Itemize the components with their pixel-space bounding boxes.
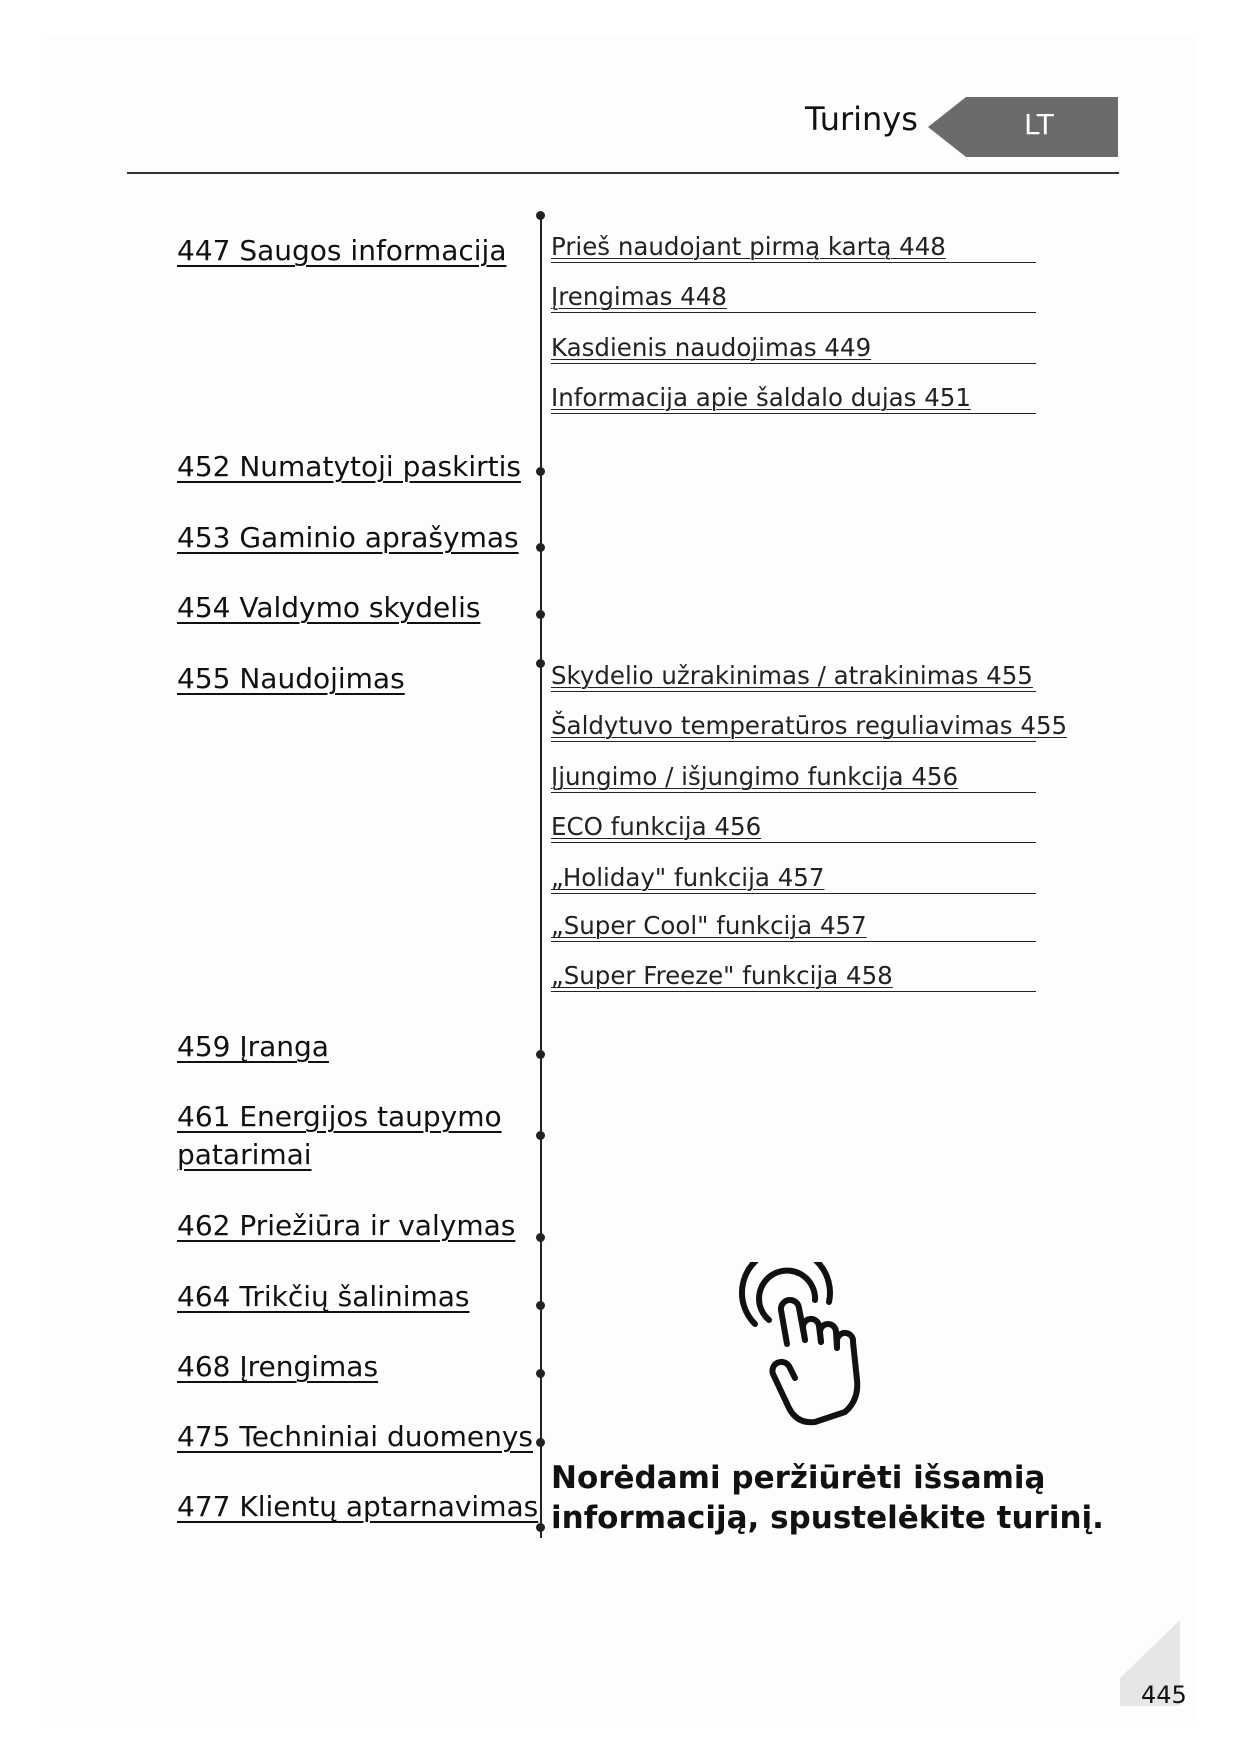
hand-tap-icon [735, 1262, 875, 1427]
timeline-dot [536, 1131, 545, 1140]
timeline-dot [536, 211, 545, 220]
subsection-link[interactable]: Šaldytuvo temperatūros reguliavimas 455 [551, 711, 1068, 740]
subsection-link[interactable]: „Super Freeze" funkcija 458 [551, 961, 1036, 992]
chapter-link-energy-saving[interactable]: 461 Energijos taupymo [177, 1100, 502, 1133]
timeline-dot [536, 1050, 545, 1059]
language-tab [928, 97, 1118, 157]
subsection-link[interactable]: Informacija apie šaldalo dujas 451 [551, 383, 1036, 414]
timeline-dot [536, 1233, 545, 1242]
page-title: Turinys [805, 100, 918, 138]
chapter-link-usage[interactable]: 455 Naudojimas [177, 662, 405, 695]
chapter-link-care-cleaning[interactable]: 462 Priežiūra ir valymas [177, 1209, 516, 1242]
timeline-dot [536, 1301, 545, 1310]
subsection-link[interactable]: ECO funkcija 456 [551, 812, 1036, 843]
subsection-link[interactable]: „Super Cool" funkcija 457 [551, 911, 1036, 942]
subsection-link[interactable]: Įrengimas 448 [551, 282, 1036, 313]
page-number: 445 [1141, 1681, 1187, 1709]
chapter-link-installation[interactable]: 468 Įrengimas [177, 1350, 379, 1383]
chapter-link-control-panel[interactable]: 454 Valdymo skydelis [177, 591, 481, 624]
timeline-dot [536, 1438, 545, 1447]
chapter-link-customer-service[interactable]: 477 Klientų aptarnavimas [177, 1490, 539, 1523]
hint-line-2: informaciją, spustelėkite turinį. [551, 1500, 1104, 1536]
subsection-link[interactable]: Įjungimo / išjungimo funkcija 456 [551, 762, 1036, 793]
chapter-link-product-description[interactable]: 453 Gaminio aprašymas [177, 521, 519, 554]
timeline-dot [536, 610, 545, 619]
hint-text [551, 1458, 1104, 1538]
chapter-link-technical-data[interactable]: 475 Techniniai duomenys [177, 1420, 534, 1453]
timeline-dot [536, 659, 545, 668]
chapter-link-equipment[interactable]: 459 Įranga [177, 1030, 329, 1063]
timeline-dot [536, 543, 545, 552]
subsection-link[interactable]: Skydelio užrakinimas / atrakinimas 455 [551, 661, 1036, 692]
hint-line-1: Norėdami peržiūrėti išsamią [551, 1460, 1046, 1496]
chapter-link-energy-saving-line2[interactable]: patarimai [177, 1138, 312, 1171]
timeline-dot [536, 1369, 545, 1378]
timeline-line [540, 216, 542, 1538]
subsection-link[interactable]: Kasdienis naudojimas 449 [551, 333, 1036, 364]
subsection-link[interactable]: Prieš naudojant pirmą kartą 448 [551, 232, 1036, 263]
timeline-dot [536, 467, 545, 476]
subsection-link[interactable]: „Holiday" funkcija 457 [551, 863, 1036, 894]
chapter-link-troubleshooting[interactable]: 464 Trikčių šalinimas [177, 1280, 470, 1313]
chapter-link-intended-use[interactable]: 452 Numatytoji paskirtis [177, 450, 521, 483]
language-label: LT [1024, 108, 1055, 141]
language-tab-shape [928, 97, 1118, 157]
header-divider [127, 172, 1119, 174]
chapter-link-safety[interactable]: 447 Saugos informacija [177, 234, 507, 267]
